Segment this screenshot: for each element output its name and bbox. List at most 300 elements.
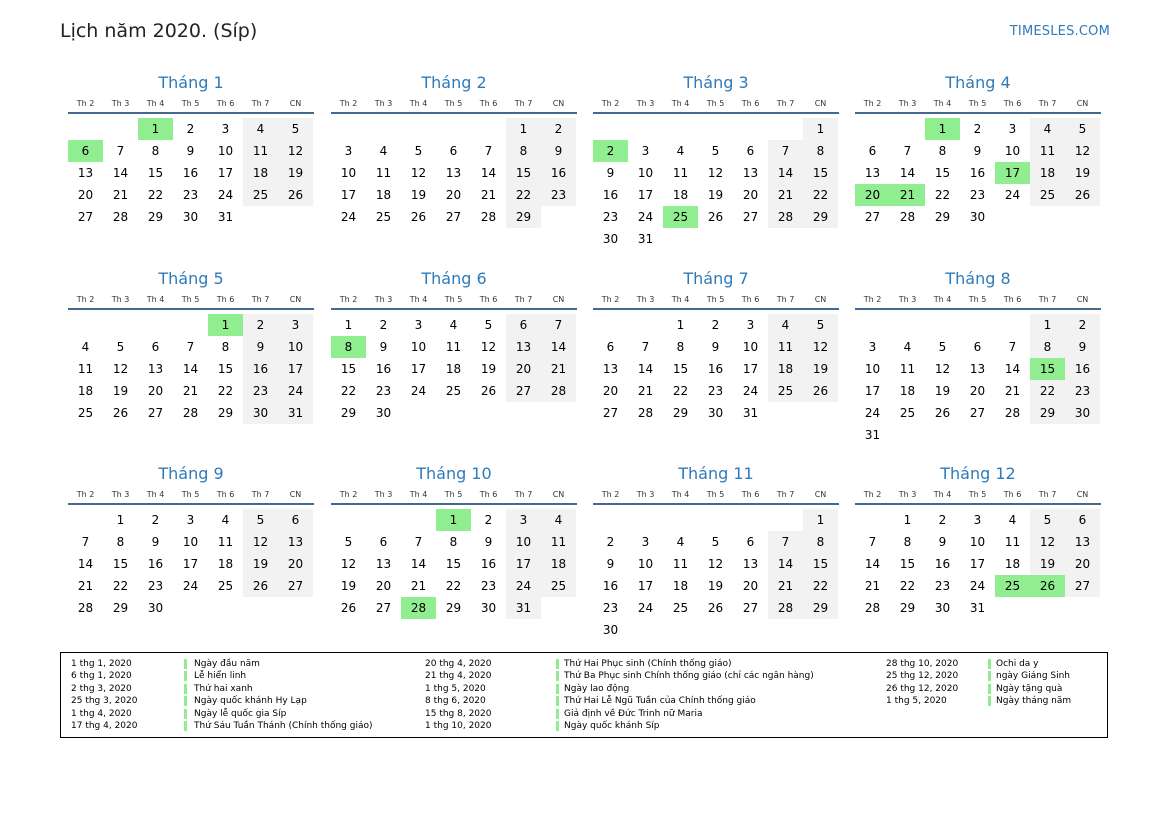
day-cell: 27 [1065, 575, 1100, 597]
day-cell: 19 [1030, 553, 1065, 575]
day-cell: 8 [506, 140, 541, 162]
day-cell: 5 [803, 314, 838, 336]
empty-cell [173, 314, 208, 336]
weekday-label: Th 5 [706, 295, 725, 304]
day-cell: 15 [147, 166, 164, 180]
weekday-label: Th 7 [514, 490, 533, 499]
day-grid [68, 118, 314, 228]
day-cell: 27 [147, 406, 164, 420]
day-cell: 12 [803, 336, 838, 358]
day-cell: 5 [938, 340, 947, 354]
weekday-label: Th 2 [863, 295, 882, 304]
day-cell: 10 [278, 336, 313, 358]
holiday-date: 25 thg 3, 2020 [71, 696, 138, 707]
empty-cell [663, 118, 698, 140]
holiday-name: Thứ Sáu Tuần Thánh (Chính thống giáo) [194, 720, 373, 731]
day-cell: 1 [1030, 314, 1065, 336]
weekday-label: Th 2 [76, 295, 95, 304]
weekday-label: Th 7 [1038, 490, 1057, 499]
day-cell: 22 [934, 188, 951, 202]
empty-cell [593, 118, 628, 140]
day-cell: 30 [243, 402, 278, 424]
day-cell: 10 [340, 166, 357, 180]
empty-cell [68, 509, 103, 531]
day-cell: 14 [864, 557, 881, 571]
day-cell: 28 [1004, 406, 1021, 420]
weekday-label: Th 6 [741, 99, 760, 108]
holiday-day-cell: 6 [68, 140, 103, 162]
weekday-label: Th 5 [444, 295, 463, 304]
day-cell: 10 [742, 340, 759, 354]
month-calendar [593, 72, 839, 250]
day-grid [855, 314, 1101, 446]
weekday-label: Th 5 [444, 99, 463, 108]
day-cell: 11 [672, 166, 689, 180]
day-cell: 3 [221, 122, 230, 136]
day-cell: 26 [278, 184, 313, 206]
day-cell: 20 [77, 188, 94, 202]
weekday-label: Th 6 [1003, 295, 1022, 304]
day-cell: 15 [340, 362, 357, 376]
month-calendar [855, 72, 1101, 228]
day-cell: 7 [1008, 340, 1017, 354]
weekday-label: Th 7 [1038, 99, 1057, 108]
holiday-marker [988, 671, 991, 681]
day-cell: 13 [77, 166, 94, 180]
day-cell: 30 [707, 406, 724, 420]
day-cell: 17 [410, 362, 427, 376]
day-cell: 21 [410, 579, 427, 593]
weekday-label: Th 7 [1038, 295, 1057, 304]
day-cell: 13 [445, 166, 462, 180]
month-calendar [331, 268, 577, 424]
weekday-label: Th 4 [671, 295, 690, 304]
day-cell: 9 [186, 144, 195, 158]
month-name: Tháng 9 [158, 464, 224, 483]
day-cell: 28 [182, 406, 199, 420]
holiday-marker [184, 721, 187, 731]
empty-cell [855, 118, 890, 140]
holiday-name: Thứ Hai Phục sinh (Chính thống giáo) [564, 659, 732, 669]
day-cell: 14 [768, 553, 803, 575]
day-cell: 12 [707, 166, 724, 180]
day-cell: 21 [112, 188, 129, 202]
day-cell: 4 [81, 340, 90, 354]
month-calendar [593, 463, 839, 641]
day-cell: 13 [278, 531, 313, 553]
weekday-header [593, 489, 839, 505]
day-cell: 18 [445, 362, 462, 376]
day-cell: 28 [637, 406, 654, 420]
day-cell: 10 [637, 557, 654, 571]
month-calendar [855, 463, 1101, 619]
day-cell: 4 [243, 118, 278, 140]
weekday-label: Th 6 [479, 99, 498, 108]
month-name: Tháng 7 [683, 269, 749, 288]
day-cell: 19 [410, 188, 427, 202]
holiday-name: Ngày lao động [564, 683, 630, 694]
empty-cell [68, 314, 103, 336]
day-cell: 15 [112, 557, 129, 571]
weekday-header [855, 98, 1101, 114]
day-cell: 23 [182, 188, 199, 202]
day-cell: 14 [637, 362, 654, 376]
weekday-label: Th 3 [898, 99, 917, 108]
weekday-label: Th 4 [409, 490, 428, 499]
day-cell: 9 [151, 535, 160, 549]
day-cell: 18 [541, 553, 576, 575]
weekday-label: Th 7 [776, 490, 795, 499]
day-cell: 2 [541, 118, 576, 140]
holiday-date: 25 thg 12, 2020 [886, 671, 959, 682]
day-cell: 3 [973, 513, 982, 527]
day-cell: 12 [243, 531, 278, 553]
day-cell: 14 [768, 162, 803, 184]
day-cell: 10 [217, 144, 234, 158]
day-cell: 18 [1030, 162, 1065, 184]
day-cell: 27 [506, 380, 541, 402]
day-cell: 18 [1004, 557, 1021, 571]
day-cell: 21 [864, 579, 881, 593]
day-cell: 12 [1065, 140, 1100, 162]
empty-cell [471, 118, 506, 140]
day-cell: 11 [899, 362, 916, 376]
day-cell: 20 [969, 384, 986, 398]
month-name: Tháng 6 [421, 269, 487, 288]
day-cell: 4 [676, 144, 685, 158]
day-cell: 16 [602, 188, 619, 202]
day-cell: 6 [449, 144, 458, 158]
day-cell: 22 [506, 184, 541, 206]
month-name: Tháng 4 [945, 73, 1011, 92]
day-cell: 20 [742, 579, 759, 593]
holiday-date: 1 thg 5, 2020 [425, 683, 486, 694]
day-cell: 23 [934, 579, 951, 593]
day-cell: 8 [151, 144, 160, 158]
day-cell: 18 [672, 579, 689, 593]
weekday-label: Th 4 [146, 99, 165, 108]
day-cell: 20 [147, 384, 164, 398]
day-cell: 27 [278, 575, 313, 597]
weekday-label: Th 6 [216, 295, 235, 304]
empty-cell [733, 118, 768, 140]
holiday-day-cell: 20 [855, 184, 890, 206]
day-cell: 25 [375, 210, 392, 224]
day-cell: 4 [1008, 513, 1017, 527]
holiday-date: 21 thg 4, 2020 [425, 671, 492, 682]
day-cell: 5 [344, 535, 353, 549]
weekday-label: Th 2 [339, 490, 358, 499]
empty-cell [768, 118, 803, 140]
day-grid [855, 509, 1101, 619]
empty-cell [593, 314, 628, 336]
day-cell: 4 [1030, 118, 1065, 140]
day-cell: 3 [278, 314, 313, 336]
weekday-label: CN [552, 295, 565, 304]
day-cell: 8 [116, 535, 125, 549]
day-cell: 19 [112, 384, 129, 398]
weekday-label: Th 5 [181, 490, 200, 499]
day-cell: 26 [112, 406, 129, 420]
day-cell: 11 [672, 557, 689, 571]
empty-cell [628, 118, 663, 140]
weekday-label: Th 3 [374, 295, 393, 304]
weekday-label: Th 2 [601, 295, 620, 304]
day-cell: 23 [480, 579, 497, 593]
weekday-label: Th 2 [339, 99, 358, 108]
day-cell: 17 [637, 188, 654, 202]
weekday-header [68, 489, 314, 505]
day-cell: 29 [147, 210, 164, 224]
day-cell: 29 [803, 597, 838, 619]
weekday-header [593, 294, 839, 310]
day-cell: 19 [934, 384, 951, 398]
weekday-label: CN [814, 490, 827, 499]
day-cell: 12 [410, 166, 427, 180]
day-cell: 21 [768, 184, 803, 206]
day-cell: 22 [340, 384, 357, 398]
weekday-header [855, 294, 1101, 310]
day-cell: 2 [973, 122, 982, 136]
day-cell: 10 [969, 535, 986, 549]
day-cell: 17 [340, 188, 357, 202]
holiday-day-cell: 25 [995, 575, 1030, 597]
weekday-label: Th 6 [1003, 99, 1022, 108]
day-cell: 14 [112, 166, 129, 180]
day-cell: 14 [182, 362, 199, 376]
day-cell: 8 [803, 531, 838, 553]
day-cell: 23 [1065, 380, 1100, 402]
day-cell: 19 [340, 579, 357, 593]
holiday-date: 28 thg 10, 2020 [886, 659, 959, 669]
day-cell: 22 [1030, 380, 1065, 402]
day-cell: 22 [672, 384, 689, 398]
day-cell: 11 [77, 362, 94, 376]
holiday-marker [556, 684, 559, 694]
empty-cell [331, 509, 366, 531]
day-cell: 9 [541, 140, 576, 162]
day-cell: 26 [340, 601, 357, 615]
day-cell: 23 [707, 384, 724, 398]
day-cell: 17 [506, 553, 541, 575]
day-cell: 10 [864, 362, 881, 376]
day-cell: 3 [868, 340, 877, 354]
weekday-label: Th 2 [339, 295, 358, 304]
day-cell: 25 [243, 184, 278, 206]
day-cell: 24 [742, 384, 759, 398]
day-cell: 26 [707, 601, 724, 615]
weekday-label: CN [814, 295, 827, 304]
month-name: Tháng 10 [416, 464, 492, 483]
day-cell: 26 [803, 380, 838, 402]
day-cell: 7 [81, 535, 90, 549]
holiday-day-cell: 21 [890, 184, 925, 206]
day-cell: 12 [278, 140, 313, 162]
day-cell: 27 [742, 601, 759, 615]
day-cell: 3 [1008, 122, 1017, 136]
holiday-marker [184, 709, 187, 719]
day-cell: 9 [711, 340, 720, 354]
day-cell: 5 [116, 340, 125, 354]
weekday-header [855, 489, 1101, 505]
day-cell: 22 [112, 579, 129, 593]
weekday-label: Th 7 [776, 99, 795, 108]
holiday-name: Thứ Ba Phục sinh Chính thống giáo (chỉ các ngân hàng) [564, 671, 814, 682]
weekday-label: Th 6 [216, 99, 235, 108]
holiday-marker [556, 671, 559, 681]
day-cell: 5 [711, 535, 720, 549]
day-grid [593, 509, 839, 641]
day-cell: 23 [243, 380, 278, 402]
empty-cell [103, 314, 138, 336]
day-cell: 25 [217, 579, 234, 593]
day-cell: 27 [969, 406, 986, 420]
day-cell: 13 [602, 362, 619, 376]
day-cell: 3 [641, 144, 650, 158]
holiday-day-cell: 1 [138, 118, 173, 140]
day-cell: 6 [746, 144, 755, 158]
day-cell: 5 [243, 509, 278, 531]
day-cell: 24 [637, 601, 654, 615]
day-grid [68, 314, 314, 424]
day-cell: 6 [868, 144, 877, 158]
day-cell: 25 [77, 406, 94, 420]
weekday-label: Th 3 [111, 490, 130, 499]
holiday-date: 15 thg 8, 2020 [425, 708, 492, 719]
day-cell: 19 [480, 362, 497, 376]
day-cell: 13 [742, 557, 759, 571]
day-cell: 26 [480, 384, 497, 398]
day-cell: 11 [243, 140, 278, 162]
holiday-marker [556, 709, 559, 719]
day-cell: 22 [803, 575, 838, 597]
day-cell: 28 [112, 210, 129, 224]
day-cell: 4 [768, 314, 803, 336]
day-cell: 24 [217, 188, 234, 202]
day-cell: 2 [938, 513, 947, 527]
day-cell: 29 [506, 206, 541, 228]
day-cell: 2 [243, 314, 278, 336]
holiday-day-cell: 15 [1030, 358, 1065, 380]
weekday-label: CN [552, 490, 565, 499]
weekday-label: Th 3 [636, 295, 655, 304]
day-cell: 28 [77, 601, 94, 615]
weekday-label: Th 7 [514, 295, 533, 304]
day-cell: 7 [868, 535, 877, 549]
day-cell: 15 [506, 162, 541, 184]
empty-cell [768, 509, 803, 531]
day-cell: 23 [541, 184, 576, 206]
day-cell: 10 [506, 531, 541, 553]
month-calendar [68, 268, 314, 424]
day-cell: 11 [541, 531, 576, 553]
holiday-marker [988, 684, 991, 694]
day-cell: 24 [182, 579, 199, 593]
day-cell: 30 [1065, 402, 1100, 424]
day-grid [593, 118, 839, 250]
empty-cell [103, 118, 138, 140]
day-cell: 12 [480, 340, 497, 354]
day-cell: 6 [379, 535, 388, 549]
day-cell: 21 [182, 384, 199, 398]
empty-cell [628, 314, 663, 336]
day-cell: 13 [969, 362, 986, 376]
day-cell: 2 [379, 318, 388, 332]
day-cell: 4 [903, 340, 912, 354]
day-cell: 16 [147, 557, 164, 571]
day-cell: 2 [186, 122, 195, 136]
weekday-header [68, 98, 314, 114]
holiday-name: Ngày lễ quốc gia Síp [194, 708, 287, 719]
weekday-label: Th 4 [409, 295, 428, 304]
day-cell: 29 [445, 601, 462, 615]
day-cell: 13 [742, 166, 759, 180]
empty-cell [890, 314, 925, 336]
day-cell: 31 [969, 601, 986, 615]
site-link[interactable]: TIMESLES.COM [1009, 24, 1110, 39]
day-cell: 8 [938, 144, 947, 158]
weekday-label: CN [1076, 99, 1089, 108]
weekday-label: Th 2 [76, 490, 95, 499]
weekday-label: CN [289, 490, 302, 499]
day-grid [331, 314, 577, 424]
day-cell: 13 [506, 336, 541, 358]
holiday-name: Ngày đầu năm [194, 659, 260, 669]
day-cell: 17 [637, 579, 654, 593]
empty-cell [698, 509, 733, 531]
holiday-name: Ngày quốc khánh Hy Lạp [194, 696, 307, 707]
empty-cell [995, 314, 1030, 336]
day-cell: 12 [340, 557, 357, 571]
weekday-label: CN [1076, 295, 1089, 304]
day-cell: 3 [641, 535, 650, 549]
empty-cell [925, 314, 960, 336]
day-cell: 3 [506, 509, 541, 531]
day-cell: 15 [899, 557, 916, 571]
day-cell: 1 [506, 118, 541, 140]
day-cell: 14 [480, 166, 497, 180]
day-cell: 12 [934, 362, 951, 376]
day-cell: 21 [541, 358, 576, 380]
day-cell: 6 [506, 314, 541, 336]
holiday-legend [60, 652, 1108, 738]
day-cell: 24 [278, 380, 313, 402]
weekday-label: Th 7 [776, 295, 795, 304]
holiday-name: Ngày quốc khánh Síp [564, 720, 660, 731]
holiday-marker [988, 696, 991, 706]
day-cell: 19 [803, 358, 838, 380]
day-cell: 6 [746, 535, 755, 549]
weekday-label: Th 6 [741, 295, 760, 304]
day-cell: 21 [637, 384, 654, 398]
weekday-label: Th 7 [251, 295, 270, 304]
day-cell: 30 [480, 601, 497, 615]
day-cell: 4 [379, 144, 388, 158]
day-cell: 14 [541, 336, 576, 358]
day-cell: 5 [1065, 118, 1100, 140]
holiday-day-cell: 25 [663, 206, 698, 228]
day-cell: 8 [221, 340, 230, 354]
day-cell: 14 [1004, 362, 1021, 376]
day-cell: 16 [375, 362, 392, 376]
weekday-label: Th 6 [479, 490, 498, 499]
day-cell: 8 [449, 535, 458, 549]
weekday-label: Th 6 [479, 295, 498, 304]
page-title: Lịch năm 2020. (Síp) [60, 20, 258, 42]
day-cell: 28 [768, 597, 803, 619]
holiday-name: Lễ hiển linh [194, 671, 247, 682]
day-cell: 2 [484, 513, 493, 527]
